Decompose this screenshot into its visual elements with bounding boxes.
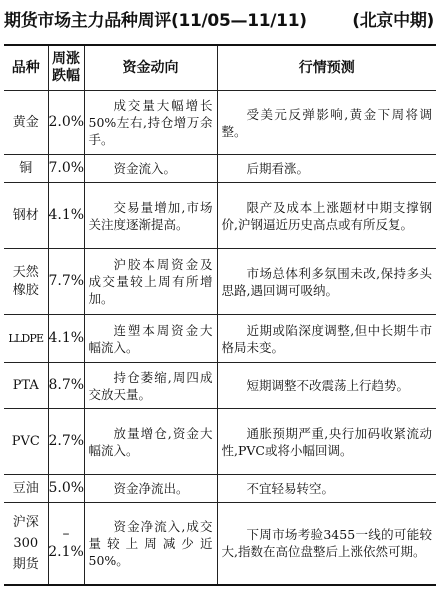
variety-cell: PVC bbox=[4, 409, 48, 475]
variety-cell: 沪深300期货 bbox=[4, 503, 48, 585]
table-row bbox=[4, 183, 436, 249]
forecast-cell: 后期看涨。 bbox=[217, 155, 436, 183]
change-value: 2.1% bbox=[48, 544, 84, 561]
fund-cell: 资金净流入,成交量较上周减少近50%。 bbox=[84, 503, 217, 585]
forecast-cell: 限产及成本上涨题材中期支撑钢价,沪钢逼近历史高点或有所反复。 bbox=[217, 183, 436, 249]
fund-cell: 资金流入。 bbox=[84, 155, 217, 183]
table-row bbox=[4, 315, 436, 363]
fund-cell: 沪胶本周资金及成交量较上周有所增加。 bbox=[84, 249, 217, 315]
table-row bbox=[4, 155, 436, 183]
variety-cell: 钢材 bbox=[4, 183, 48, 249]
change-cell: 7.0% bbox=[48, 155, 84, 183]
table-row bbox=[4, 363, 436, 409]
forecast-cell: 市场总体利多氛围未改,保持多头思路,遇回调可吸纳。 bbox=[217, 249, 436, 315]
change-cell: 4.1% bbox=[48, 315, 84, 363]
forecast-cell: 受美元反弹影响,黄金下周将调整。 bbox=[217, 91, 436, 155]
header-row bbox=[4, 45, 436, 91]
page-title bbox=[4, 6, 436, 36]
header-variety: 品种 bbox=[4, 45, 48, 91]
variety-cell: 铜 bbox=[4, 155, 48, 183]
fund-cell: 持仓萎缩,周四成交放天量。 bbox=[84, 363, 217, 409]
variety-cell: 黄金 bbox=[4, 91, 48, 155]
variety-cell: LLDPE bbox=[4, 315, 48, 363]
forecast-cell: 通胀预期严重,央行加码收紧流动性,PVC或将小幅回调。 bbox=[217, 409, 436, 475]
change-cell: 5.0% bbox=[48, 475, 84, 503]
fund-cell: 交易量增加,市场关注度逐渐提高。 bbox=[84, 183, 217, 249]
fund-cell: 连塑本周资金大幅流入。 bbox=[84, 315, 217, 363]
fund-cell: 资金净流出。 bbox=[84, 475, 217, 503]
change-cell: 4.1% bbox=[48, 183, 84, 249]
table-row bbox=[4, 91, 436, 155]
change-cell: 2.7% bbox=[48, 409, 84, 475]
fund-cell: 放量增仓,资金大幅流入。 bbox=[84, 409, 217, 475]
change-cell: 2.0% bbox=[48, 91, 84, 155]
change-sign: – bbox=[62, 526, 70, 543]
change-cell bbox=[48, 503, 84, 585]
change-cell: 7.7% bbox=[48, 249, 84, 315]
header-fund: 资金动向 bbox=[84, 45, 217, 91]
forecast-cell: 不宜轻易转空。 bbox=[217, 475, 436, 503]
futures-table bbox=[4, 44, 436, 586]
header-change: 周涨跌幅 bbox=[48, 45, 84, 91]
fund-cell: 成交量大幅增长50%左右,持仓增万余手。 bbox=[84, 91, 217, 155]
change-cell: 8.7% bbox=[48, 363, 84, 409]
variety-cell: 天然橡胶 bbox=[4, 249, 48, 315]
header-forecast: 行情预测 bbox=[217, 45, 436, 91]
forecast-cell: 下周市场考验3455一线的可能较大,指数在高位盘整后上涨依然可期。 bbox=[217, 503, 436, 585]
table-row bbox=[4, 249, 436, 315]
table-row bbox=[4, 475, 436, 503]
table-row bbox=[4, 409, 436, 475]
forecast-cell: 近期或陷深度调整,但中长期牛市格局未变。 bbox=[217, 315, 436, 363]
table-row bbox=[4, 503, 436, 585]
variety-cell: 豆油 bbox=[4, 475, 48, 503]
title-left: 期货市场主力品种周评(11/05—11/11) bbox=[4, 11, 307, 31]
title-source: (北京中期) bbox=[352, 11, 434, 31]
variety-cell: PTA bbox=[4, 363, 48, 409]
forecast-cell: 短期调整不改震荡上行趋势。 bbox=[217, 363, 436, 409]
